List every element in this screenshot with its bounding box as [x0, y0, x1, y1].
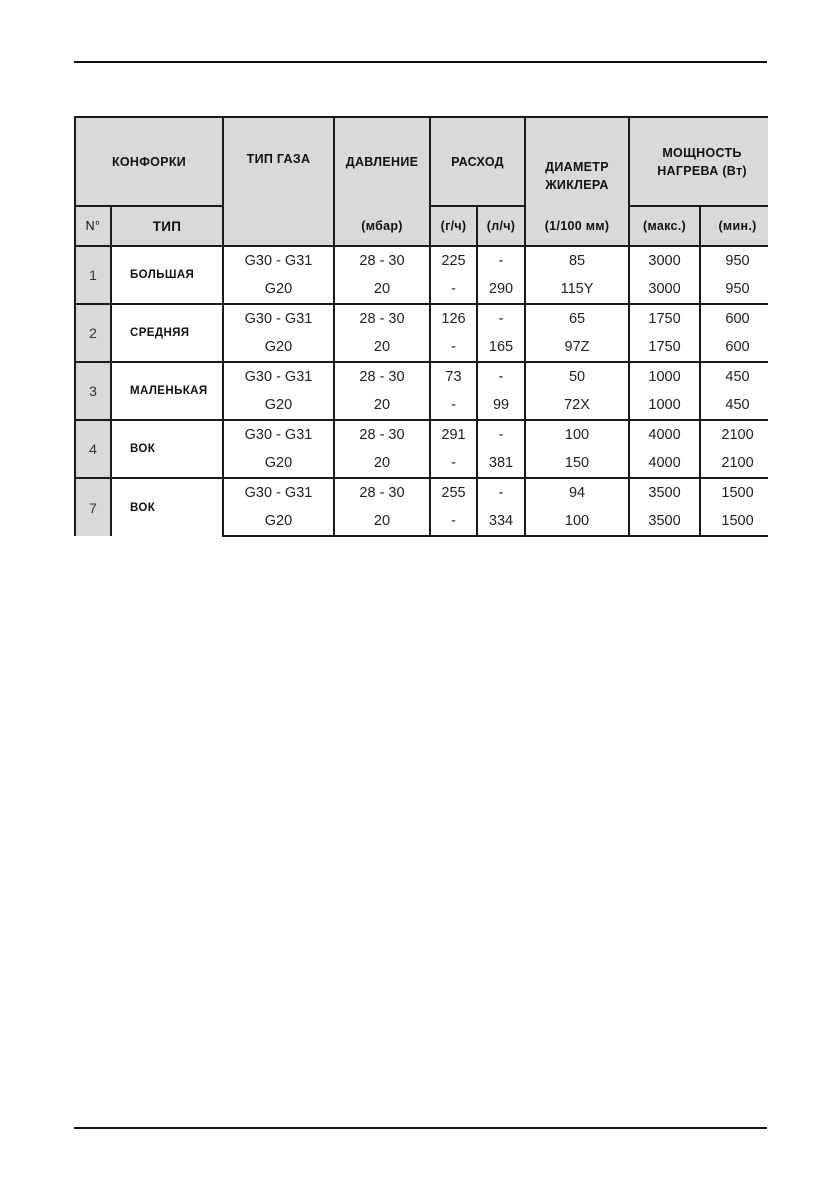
power-max-cell: 4000 — [629, 449, 700, 478]
flow-gh-cell: - — [430, 391, 477, 420]
jet-cell: 97Z — [525, 333, 629, 362]
power-min-cell: 950 — [700, 246, 768, 275]
header-power-line2: НАГРЕВА (Вт) — [657, 163, 747, 178]
header-flow-unit-volume: (л/ч) — [477, 206, 525, 246]
header-power — [629, 117, 768, 206]
flow-lh-cell: 99 — [477, 391, 525, 420]
table-row — [75, 304, 768, 333]
gas-type-cell: G30 - G31 — [223, 478, 334, 507]
burner-number: 3 — [75, 362, 111, 420]
flow-lh-cell: 381 — [477, 449, 525, 478]
power-min-cell: 2100 — [700, 449, 768, 478]
power-min-cell: 1500 — [700, 478, 768, 507]
burner-number: 2 — [75, 304, 111, 362]
jet-cell: 85 — [525, 246, 629, 275]
jet-cell: 115Y — [525, 275, 629, 304]
header-flow: РАСХОД — [430, 117, 525, 206]
header-jet-diameter-line1: ДИАМЕТР — [545, 160, 609, 174]
power-max-cell: 3500 — [629, 507, 700, 536]
table-row — [75, 362, 768, 391]
power-max-cell: 1750 — [629, 333, 700, 362]
flow-lh-cell: 334 — [477, 507, 525, 536]
header-jet-diameter-unit: (1/100 мм) — [525, 206, 629, 246]
flow-lh-cell: - — [477, 420, 525, 449]
header-gas-type: ТИП ГАЗА — [223, 117, 334, 246]
power-max-cell: 3000 — [629, 275, 700, 304]
flow-gh-cell: - — [430, 275, 477, 304]
pressure-cell: 28 - 30 — [334, 362, 430, 391]
flow-gh-cell: - — [430, 333, 477, 362]
power-min-cell: 1500 — [700, 507, 768, 536]
jet-cell: 50 — [525, 362, 629, 391]
burner-type: ВОК — [111, 478, 223, 536]
header-jet-diameter-line2: ЖИКЛЕРА — [545, 178, 609, 192]
power-max-cell: 1000 — [629, 362, 700, 391]
gas-type-cell: G20 — [223, 507, 334, 536]
header-burners: КОНФОРКИ — [75, 117, 223, 206]
flow-lh-cell: 165 — [477, 333, 525, 362]
jet-cell: 150 — [525, 449, 629, 478]
pressure-cell: 28 - 30 — [334, 420, 430, 449]
flow-gh-cell: - — [430, 507, 477, 536]
power-max-cell: 4000 — [629, 420, 700, 449]
pressure-cell: 28 - 30 — [334, 478, 430, 507]
flow-gh-cell: 73 — [430, 362, 477, 391]
pressure-cell: 20 — [334, 275, 430, 304]
pressure-cell: 28 - 30 — [334, 246, 430, 275]
top-rule — [74, 61, 767, 63]
flow-gh-cell: 225 — [430, 246, 477, 275]
burner-type: СРЕДНЯЯ — [111, 304, 223, 362]
jet-cell: 94 — [525, 478, 629, 507]
pressure-cell: 20 — [334, 391, 430, 420]
bottom-rule — [74, 1127, 767, 1129]
burner-number: 4 — [75, 420, 111, 478]
power-min-cell: 2100 — [700, 420, 768, 449]
header-pressure-unit: (мбар) — [334, 206, 430, 246]
flow-gh-cell: - — [430, 449, 477, 478]
header-flow-unit-mass: (г/ч) — [430, 206, 477, 246]
pressure-cell: 20 — [334, 449, 430, 478]
jet-cell: 100 — [525, 420, 629, 449]
pressure-cell: 20 — [334, 507, 430, 536]
power-max-cell: 3000 — [629, 246, 700, 275]
gas-type-cell: G30 - G31 — [223, 420, 334, 449]
power-min-cell: 600 — [700, 333, 768, 362]
power-max-cell: 3500 — [629, 478, 700, 507]
header-jet-diameter — [525, 117, 629, 206]
header-power-line1: МОЩНОСТЬ — [662, 145, 742, 160]
flow-lh-cell: 290 — [477, 275, 525, 304]
flow-lh-cell: - — [477, 246, 525, 275]
pressure-cell: 28 - 30 — [334, 304, 430, 333]
gas-type-cell: G30 - G31 — [223, 362, 334, 391]
gas-type-cell: G20 — [223, 391, 334, 420]
power-min-cell: 600 — [700, 304, 768, 333]
flow-gh-cell: 291 — [430, 420, 477, 449]
header-pressure: ДАВЛЕНИЕ — [334, 117, 430, 206]
flow-gh-cell: 255 — [430, 478, 477, 507]
burner-type: ВОК — [111, 420, 223, 478]
header-type: ТИП — [111, 206, 223, 246]
burner-type: БОЛЬШАЯ — [111, 246, 223, 304]
gas-type-cell: G20 — [223, 333, 334, 362]
gas-type-cell: G20 — [223, 275, 334, 304]
burner-type: МАЛЕНЬКАЯ — [111, 362, 223, 420]
power-max-cell: 1750 — [629, 304, 700, 333]
header-power-min: (мин.) — [700, 206, 768, 246]
table-row — [75, 420, 768, 449]
header-number: N° — [75, 206, 111, 246]
jet-cell: 65 — [525, 304, 629, 333]
jet-cell: 100 — [525, 507, 629, 536]
power-min-cell: 950 — [700, 275, 768, 304]
burner-number: 1 — [75, 246, 111, 304]
power-min-cell: 450 — [700, 391, 768, 420]
pressure-cell: 20 — [334, 333, 430, 362]
gas-type-cell: G20 — [223, 449, 334, 478]
flow-lh-cell: - — [477, 304, 525, 333]
table-row — [75, 246, 768, 275]
flow-gh-cell: 126 — [430, 304, 477, 333]
jet-cell: 72X — [525, 391, 629, 420]
flow-lh-cell: - — [477, 478, 525, 507]
gas-type-cell: G30 - G31 — [223, 304, 334, 333]
table-row — [75, 478, 768, 507]
flow-lh-cell: - — [477, 362, 525, 391]
gas-specs-table — [74, 116, 768, 549]
gas-type-cell: G30 - G31 — [223, 246, 334, 275]
header-power-max: (макс.) — [629, 206, 700, 246]
power-max-cell: 1000 — [629, 391, 700, 420]
power-min-cell: 450 — [700, 362, 768, 391]
burner-number: 7 — [75, 478, 111, 536]
